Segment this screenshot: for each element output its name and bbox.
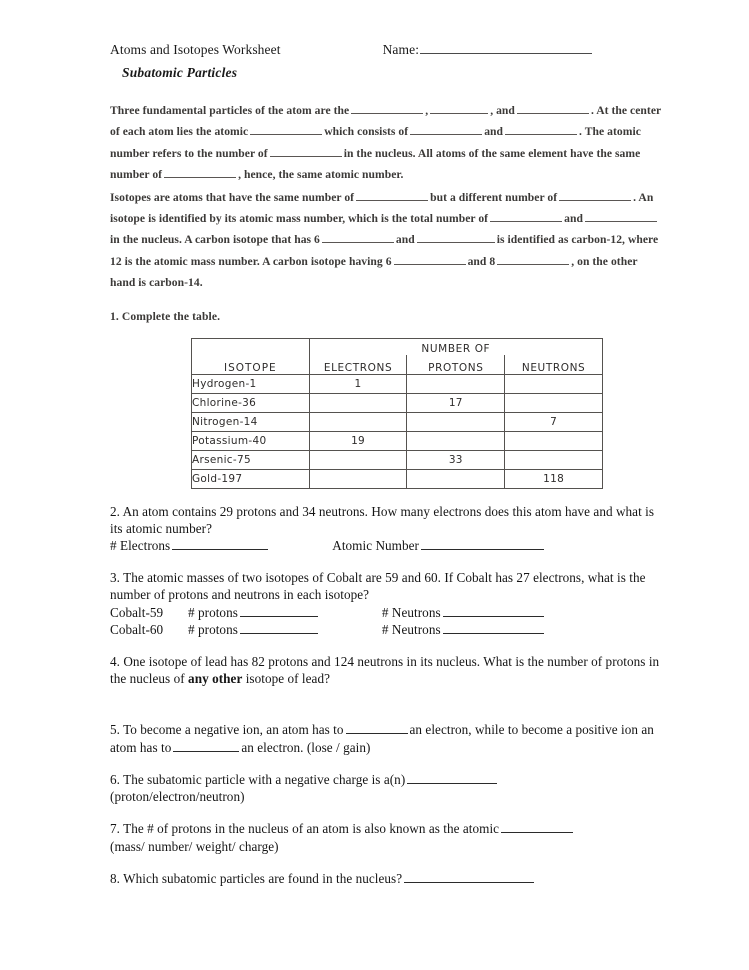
intro-p2-text-c: . An isotope is identified by its atomic mass number, which is the total number of: [110, 190, 654, 226]
spacer: [110, 855, 664, 870]
column-header-electrons: ELECTRONS: [309, 355, 407, 374]
question-3-row-cobalt-60: [110, 621, 664, 638]
answer-line-neutrons-59[interactable]: [443, 604, 544, 617]
isotope-table-body: [192, 374, 603, 488]
question-4-text-b: isotope of lead?: [245, 671, 330, 687]
blank-line[interactable]: [559, 191, 631, 201]
blank-line[interactable]: [322, 233, 394, 243]
question-6-text-a: 6. The subatomic particle with a negative charge is a(n): [110, 771, 406, 787]
answer-line-protons-60[interactable]: [240, 621, 318, 634]
table-row: [192, 431, 603, 450]
intro-paragraphs: [110, 100, 662, 294]
label-protons-59: # protons: [188, 604, 238, 620]
cell-neutrons[interactable]: 118: [505, 469, 603, 488]
question-4-text-a: 4. One isotope of lead has 82 protons and 124 neutrons in its nucleus. What is the number of protons in the nucleus of: [110, 654, 660, 687]
answer-line-q7[interactable]: [501, 820, 573, 833]
cell-neutrons[interactable]: [505, 450, 603, 469]
cell-electrons[interactable]: 1: [309, 374, 407, 393]
answer-line-q5-first[interactable]: [346, 721, 408, 734]
blank-line[interactable]: [490, 212, 562, 222]
spacer: [110, 805, 664, 820]
intro-p2-text-d: and: [564, 212, 583, 226]
spacer: [110, 756, 664, 771]
page-subtitle: Subatomic Particles: [122, 65, 238, 80]
intro-p1-text-c: , and: [490, 104, 515, 117]
spacer: [110, 687, 664, 721]
isotope-table-container: [191, 338, 603, 489]
question-7-text: [110, 820, 664, 837]
blank-line[interactable]: [164, 168, 236, 178]
answer-line-q6[interactable]: [407, 771, 497, 784]
blank-line[interactable]: [394, 255, 466, 265]
intro-p1-text-d: . At the center of each atom lies the atomic: [110, 104, 662, 139]
name-label: Name:: [382, 42, 420, 57]
cell-protons[interactable]: 33: [407, 450, 505, 469]
intro-p1-text-i: , hence, the same atomic number.: [238, 168, 404, 182]
table-row: [192, 450, 603, 469]
question-1-text: 1. Complete the table.: [110, 309, 221, 323]
isotope-table: [191, 338, 603, 489]
answer-line-protons-59[interactable]: [240, 604, 318, 617]
intro-paragraph-1: [110, 100, 662, 186]
label-cobalt-60: Cobalt-60: [110, 621, 164, 637]
cell-neutrons[interactable]: [505, 431, 603, 450]
question-8-text-a: 8. Which subatomic particles are found in the nucleus?: [110, 870, 403, 886]
answer-line-q5-second[interactable]: [173, 739, 239, 752]
intro-paragraph-2: [110, 187, 662, 294]
table-row: [192, 393, 603, 412]
cell-isotope: Chlorine-36: [192, 393, 310, 412]
intro-p2-text-b: but a different number of: [430, 190, 558, 204]
blank-line[interactable]: [270, 147, 342, 157]
answer-line-neutrons-60[interactable]: [443, 621, 544, 634]
cell-electrons[interactable]: [309, 469, 407, 488]
cell-protons[interactable]: [407, 374, 505, 393]
label-cobalt-59: Cobalt-59: [110, 604, 164, 620]
intro-p2-text-h: and 8: [467, 254, 496, 268]
question-5-text-a: 5. To become a negative ion, an atom has to: [110, 722, 344, 738]
cell-isotope: Potassium-40: [192, 431, 310, 450]
question-4-text: [110, 653, 664, 687]
intro-p2-text-f: and: [395, 233, 415, 247]
intro-p1-text-g: . The atomic number refers to the number of: [110, 125, 641, 160]
column-header-neutrons: NEUTRONS: [505, 355, 603, 374]
question-3-text: 3. The atomic masses of two isotopes of Cobalt are 59 and 60. If Cobalt has 27 electrons, what is the number of protons and neutrons in each isotope?: [110, 570, 646, 603]
cell-neutrons[interactable]: [505, 374, 603, 393]
column-header-protons: PROTONS: [407, 355, 505, 374]
blank-line[interactable]: [351, 104, 423, 114]
blank-line[interactable]: [497, 255, 569, 265]
table-row: [192, 469, 603, 488]
intro-p1-text-e: which consists of: [324, 125, 409, 139]
label-protons-60: # protons: [188, 621, 238, 637]
intro-p2-text-g: is identified as carbon-12, where 12 is the atomic mass number. A carbon isotope having 6: [110, 233, 659, 268]
cell-isotope: Gold-197: [192, 469, 310, 488]
name-field-group: [383, 42, 593, 58]
label-electrons: # Electrons: [110, 538, 171, 554]
spacer: [110, 638, 664, 653]
cell-protons[interactable]: [407, 431, 505, 450]
blank-line[interactable]: [585, 212, 657, 222]
question-2-text: 2. An atom contains 29 protons and 34 neutrons. How many electrons does this atom have and what is its atomic number?: [110, 503, 655, 536]
page-header: [110, 42, 664, 58]
label-atomic-number: Atomic Number: [332, 538, 419, 554]
blank-line[interactable]: [356, 191, 428, 201]
intro-p2-text-a: Isotopes are atoms that have the same number of: [110, 190, 355, 204]
column-group-header-number-of: NUMBER OF: [309, 338, 602, 355]
question-7-text-a: 7. The # of protons in the nucleus of an atom is also known as the atomic: [110, 821, 500, 837]
cell-isotope: Nitrogen-14: [192, 412, 310, 431]
table-header-row-group: [192, 338, 603, 355]
cell-electrons[interactable]: 19: [309, 431, 407, 450]
question-5-text: [110, 721, 664, 755]
intro-p1-text-h: in the nucleus. All atoms of the same element have the same number of: [110, 146, 641, 182]
question-6-text: [110, 771, 664, 788]
question-5-text-c: an electron. (lose / gain): [241, 739, 371, 755]
question-8-text: [110, 870, 664, 887]
cell-neutrons[interactable]: 7: [505, 412, 603, 431]
intro-p2-text-e: in the nucleus. A carbon isotope that has 6: [110, 233, 320, 247]
cell-isotope: Arsenic-75: [192, 450, 310, 469]
blank-line[interactable]: [430, 104, 488, 114]
blank-line[interactable]: [250, 125, 322, 135]
blank-line[interactable]: [517, 104, 589, 114]
blank-line[interactable]: [410, 125, 482, 135]
table-row: [192, 374, 603, 393]
spacer: [110, 554, 664, 569]
cell-protons[interactable]: 17: [407, 393, 505, 412]
blank-line[interactable]: [417, 233, 495, 243]
question-6-options: (proton/electron/neutron): [110, 789, 245, 805]
question-7-options: (mass/ number/ weight/ charge): [110, 838, 279, 854]
intro-p1-text-b: ,: [425, 104, 429, 117]
cell-protons[interactable]: [407, 469, 505, 488]
cell-electrons[interactable]: [309, 450, 407, 469]
intro-p1-text-a: Three fundamental particles of the atom are the: [110, 104, 350, 117]
blank-line[interactable]: [505, 125, 577, 135]
answer-line-q8[interactable]: [404, 870, 534, 883]
answer-line-atomic-number[interactable]: [421, 537, 544, 550]
page-title: Atoms and Isotopes Worksheet: [110, 42, 281, 57]
question-4-emphasis: any other: [188, 671, 243, 687]
question-5-text-b: an electron, while to become a positive ion an atom has to: [110, 722, 654, 755]
cell-isotope: Hydrogen-1: [192, 374, 310, 393]
cell-electrons[interactable]: [309, 393, 407, 412]
isotope-table-head: [192, 338, 603, 374]
intro-p2-text-i: , on the other hand is carbon-14.: [110, 254, 638, 290]
cell-electrons[interactable]: [309, 412, 407, 431]
cell-protons[interactable]: [407, 412, 505, 431]
column-header-isotope: ISOTOPE: [192, 338, 310, 374]
questions-section: [110, 503, 664, 887]
intro-p1-text-f: and: [484, 125, 504, 139]
label-neutrons-60: # Neutrons: [381, 621, 441, 637]
question-2-answer-row: [110, 537, 664, 554]
question-3-row-cobalt-59: [110, 604, 664, 621]
table-row: [192, 412, 603, 431]
label-neutrons-59: # Neutrons: [381, 604, 441, 620]
answer-line-electrons[interactable]: [172, 537, 268, 550]
name-input-line[interactable]: [420, 42, 592, 54]
cell-neutrons[interactable]: [505, 393, 603, 412]
